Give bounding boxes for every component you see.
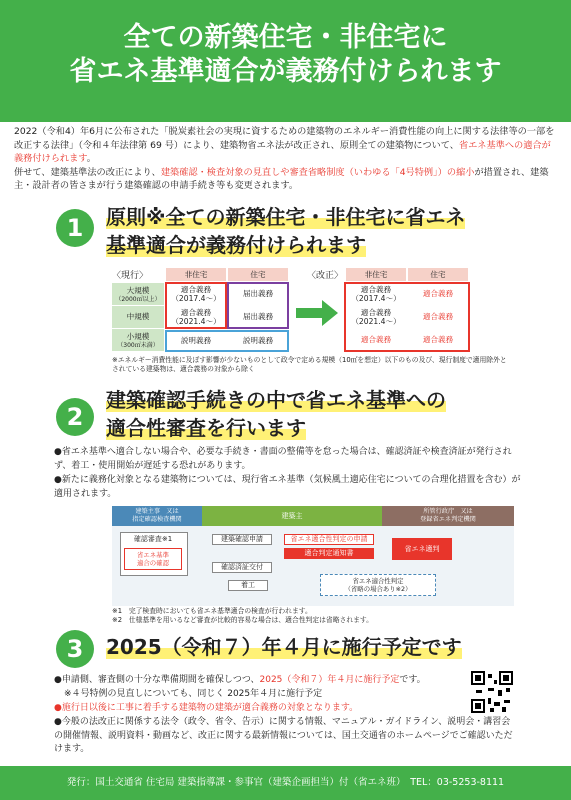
flow-arrow-apply: 建築確認申請 [212,534,272,545]
flow-start-construction: 着工 [228,580,268,591]
revised-label: 〈改正〉 [307,271,344,281]
rev-mid-nonres: 適合義務 （2021.4～） [351,308,401,326]
section-3-bullet-3: ●今般の法改正に関係する法令（政令、省令、告示）に関する情報、マニュアル・ガイドライン、説明会・講習会の開催情報、説明資料・動画など、改正に関する最新情報については、国土交通省のホームページでご確認いただけます。 [54,717,513,754]
section-3-title [106,633,462,661]
row-large-name: 大規模 [126,285,150,295]
revised-col-res: 住宅 [408,268,468,281]
current-col-nonres: 非住宅 [166,268,226,281]
intro-p1b: 。 [86,153,96,164]
s3-b1b: です。 [399,675,426,685]
intro-p2-red: 建築確認・検査対象の見直しや審査省略制度（いわゆる「4号特例」）の縮小 [160,166,475,178]
cur-small-res: 説明義務 [242,336,274,345]
flow-arrow-issue: 確認済証交付 [212,562,272,573]
qr-code-icon[interactable] [470,670,514,714]
section-3-number: 3 [56,630,94,668]
s3-b1a: ●申請側、審査側の十分な準備期間を確保しつつ、 [54,675,260,685]
section-2-note-1: ※1 完了検査時においても省エネ基準適合の検査が行われます。 [112,607,312,615]
section-1-title-line2: 基準適合が義務付けられます [106,233,366,257]
intro-paragraph-1 [14,125,556,166]
rev-large-res: 適合義務 [422,289,454,298]
section-2-title-line1: 建築確認手続きの中で省エネ基準への [106,388,446,412]
row-mid-label: 中規模 [112,306,164,328]
flow-check-box: 省エネ基準 適合の確認 [124,548,182,570]
section-2-bullet-2: ●新たに義務化対象となる建築物については、現行省エネ基準（気候風土適応住宅についての合理化措置を含む）が適用されます。 [54,475,521,499]
section-3-bullet-1-note: ※４号特例の見直しについても、同じく 2025年４月に施行予定 [64,689,323,699]
section-3-title-text: 2025（令和７）年４月に施行予定です [106,635,462,659]
rev-small-res: 適合義務 [422,335,454,344]
flow-header-owner: 建築主 [202,506,382,526]
section-2-title-line2: 適合性審査を行います [106,416,306,440]
header-banner [0,0,571,122]
cur-large-nonres: 適合義務 （2017.4～） [171,285,221,303]
current-label: 〈現行〉 [112,271,149,281]
flow-arrow-teki-apply: 省エネ適合性判定の申請 [284,534,374,545]
intro-paragraph-2 [14,166,556,193]
cur-small-nonres: 説明義務 [180,336,212,345]
cur-mid-nonres: 適合義務 （2021.4～） [171,308,221,326]
section-1-title [106,203,465,259]
section-3-bullet-2: ●施行日以後に工事に着手する建築物の建築が適合義務の対象となります。 [54,703,359,713]
intro-p1a: 2022（令和4）年6月に公布された「脱炭素社会の実現に資するための建築物のエネルギー消費性能の向上に関する法律等の一部を改正する法律」（令和４年法律第 69 号）により、建築物省エネ法が改正され、原則全ての建築物について、 [14,126,555,151]
revised-col-nonres: 非住宅 [346,268,406,281]
section-1-number: 1 [56,209,94,247]
arrow-right-icon [296,300,338,326]
row-small-name: 小規模 [126,331,150,341]
section-1-note: ※エネルギー消費性能に及ぼす影響が少ないものとして政令で定める規模（10㎡を想定）以下のもの及び、現行制度で適用除外とされている建築物は、適合義務の対象から除く [112,356,507,373]
section-1-title-line1: 原則※全ての新築住宅・非住宅に省エネ [106,205,466,229]
section-2-number: 2 [56,398,94,436]
intro-text [14,125,556,193]
cur-large-res: 届出義務 [242,289,274,298]
row-large-sub: （2000㎡以上） [115,295,161,303]
flow-teki-box: 省エネ適判 [392,538,452,560]
section-2-bullet-1: ●省エネ基準へ適合しない場合や、必要な手続き・書面の整備等を怠った場合は、確認済証や検査済証が発行されず、着工・使用開始が遅延する恐れがあります。 [54,447,512,471]
flow-review-label: 確認審査※1 [133,534,173,543]
rev-mid-res: 適合義務 [422,312,454,321]
intro-p2a: 併せて、建築基準法の改正により、 [14,166,161,178]
flow-arrow-teki-notice: 適合判定通知書 [284,548,374,559]
row-small-sub: （300㎡未満） [117,341,159,349]
intro-p2b: が措置され、建築主・設計者の皆さまが行う建築確認の申請手続き等も変更されます。 [14,166,549,191]
flow-header-checker: 建築主事 又は 指定確認検査機関 [112,506,202,526]
row-large-label [112,283,164,305]
section-2-note-2: ※2 仕様基準を用いるなど審査が比較的容易な場合は、適合性判定は省略されます。 [112,616,373,624]
footer-bar: 発行：国土交通省 住宅局 建築指導課・参事官（建築企画担当）付（省エネ班） TEL：03-5253-8111 [0,766,571,800]
rev-small-nonres: 適合義務 [360,335,392,344]
rev-large-nonres: 適合義務 （2017.4～） [351,285,401,303]
header-title-line1: 全ての新築住宅・非住宅に [123,22,448,53]
section-3-bullet-1 [54,674,464,688]
s3-b1-red: 2025（令和７）年４月に施行予定 [259,675,400,685]
row-small-label [112,329,164,351]
current-col-res: 住宅 [228,268,288,281]
flow-header-authority: 所管行政庁 又は 登録省エネ判定機関 [382,506,514,526]
flow-teki-judgement-box: 省エネ適合性判定 （省略の場合あり※2） [320,574,436,596]
header-title-line2: 省エネ基準適合が義務付けられます [69,56,502,87]
cur-mid-res: 届出義務 [242,312,274,321]
intro-p1-red: 省エネ基準への適合が義務付けられます [14,139,551,164]
section-2-title [106,386,446,442]
